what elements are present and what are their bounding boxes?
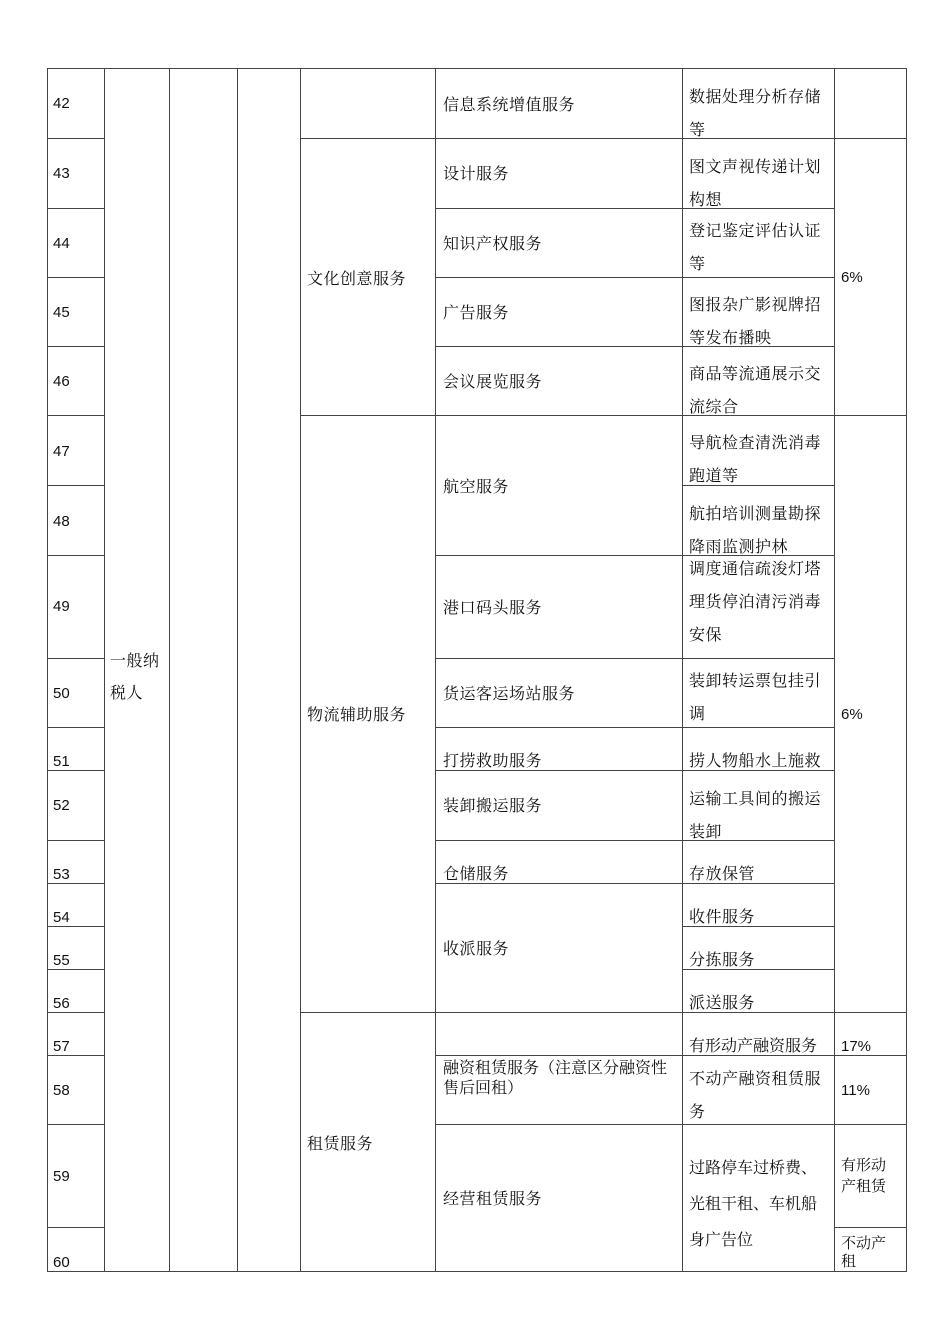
row-line [47,926,104,927]
row-line [47,883,104,884]
row-line [435,658,682,659]
row-line [682,1012,834,1013]
row-line [435,1012,682,1013]
category-logistics: 物流辅助服务 [307,705,407,724]
row-number: 45 [53,304,70,321]
row-number: 59 [53,1168,70,1185]
item-cell: 打捞救助服务 [443,751,543,770]
desc-cell: 航拍培训测量勘探降雨监测护林 [689,504,822,556]
desc-cell: 调度通信疏浚灯塔理货停泊清污消毒安保 [689,559,822,644]
row-number: 58 [53,1082,70,1099]
rate-cell: 6% [841,269,863,286]
row-line [47,1124,104,1125]
row-line [47,1055,104,1056]
row-number: 52 [53,797,70,814]
row-line [47,1012,104,1013]
desc-cell: 过路停车过桥费、光租干租、车机船身广告位 [689,1158,818,1249]
desc-cell: 登记鉴定评估认证等 [689,221,822,273]
row-line [47,415,104,416]
row-line [435,208,682,209]
row-line [47,277,104,278]
row-line [47,658,104,659]
table-top-border [47,68,907,69]
col-sep-5 [435,68,436,1272]
item-cell: 收派服务 [443,939,510,958]
desc-cell: 导航检查清洗消毒跑道等 [689,433,822,485]
row-number: 48 [53,513,70,530]
row-line [435,840,682,841]
item-cell: 装卸搬运服务 [443,796,543,815]
desc-cell: 存放保管 [689,864,756,883]
row-number: 47 [53,443,70,460]
row-line [47,969,104,970]
item-cell: 设计服务 [443,164,510,183]
row-number: 51 [53,753,70,770]
row-number: 60 [53,1254,70,1271]
rate-cell: 不动产租 [841,1234,887,1270]
row-line [682,926,834,927]
taxpayer-type: 一般纳税人 [110,651,160,702]
row-line [47,840,104,841]
row-line [47,208,104,209]
row-number: 55 [53,952,70,969]
row-number: 57 [53,1038,70,1055]
item-cell: 仓储服务 [443,864,510,883]
row-line [47,770,104,771]
table-bottom-border [47,1271,907,1272]
row-number: 44 [53,235,70,252]
desc-cell: 有形动产融资服务 [689,1036,818,1055]
row-line [435,883,682,884]
row-number: 50 [53,685,70,702]
row-line [682,883,834,884]
row-line [435,277,682,278]
row-number: 42 [53,95,70,112]
row-line [47,555,104,556]
item-cell: 港口码头服务 [443,598,543,617]
desc-cell: 派送服务 [689,993,756,1012]
desc-cell: 捞人物船水上施救 [689,751,822,770]
row-line [300,138,435,139]
item-cell: 信息系统增值服务 [443,95,576,114]
row-line [682,1055,834,1056]
row-number: 56 [53,995,70,1012]
row-line [435,415,682,416]
row-line [834,1012,906,1013]
item-cell: 经营租赁服务 [443,1189,543,1208]
item-cell: 知识产权服务 [443,234,543,253]
row-line [834,415,906,416]
rate-cell: 有形动产租赁 [841,1156,887,1195]
item-cell: 广告服务 [443,303,510,322]
row-line [834,138,906,139]
col-sep-3 [237,68,238,1272]
row-line [300,1012,435,1013]
table-left-border [47,68,48,1272]
category-leasing: 租赁服务 [307,1134,374,1153]
row-number: 43 [53,165,70,182]
desc-cell: 运输工具间的搬运装卸 [689,789,822,841]
desc-cell: 分拣服务 [689,950,756,969]
item-cell: 航空服务 [443,477,510,496]
row-line [47,485,104,486]
row-line [834,1227,906,1228]
row-line [834,1124,906,1125]
item-cell: 货运客运场站服务 [443,684,576,703]
col-sep-2 [169,68,170,1272]
row-line [47,346,104,347]
row-line [435,1124,682,1125]
row-line [300,415,435,416]
row-line [47,1227,104,1228]
rate-cell: 6% [841,706,863,723]
row-line [682,969,834,970]
col-sep-4 [300,68,301,1272]
row-line [435,770,682,771]
row-line [47,138,104,139]
row-number: 53 [53,866,70,883]
table-right-border [906,68,907,1272]
row-line [682,658,834,659]
desc-cell: 图文声视传递计划构想 [689,157,822,209]
desc-cell: 商品等流通展示交流综合 [689,364,822,416]
desc-cell: 不动产融资租赁服务 [689,1069,822,1121]
category-cultural: 文化创意服务 [307,269,407,288]
row-line [435,727,682,728]
col-sep-1 [104,68,105,1272]
desc-cell: 图报杂广影视牌招等发布播映 [689,295,822,347]
item-cell: 融资租赁服务（注意区分融资性售后回租） [443,1058,668,1097]
row-line [834,1055,906,1056]
row-line [435,138,682,139]
row-line [435,555,682,556]
desc-cell: 收件服务 [689,907,756,926]
rate-cell: 11% [841,1082,870,1099]
row-number: 46 [53,373,70,390]
row-line [435,1055,682,1056]
col-sep-6 [682,68,683,1272]
row-line [435,346,682,347]
rate-cell: 17% [841,1038,872,1055]
row-number: 49 [53,598,70,615]
desc-cell: 装卸转运票包挂引调 [689,671,822,723]
row-number: 54 [53,909,70,926]
col-sep-7 [834,68,835,1272]
row-line [47,727,104,728]
desc-cell: 数据处理分析存储等 [689,87,822,139]
item-cell: 会议展览服务 [443,372,543,391]
